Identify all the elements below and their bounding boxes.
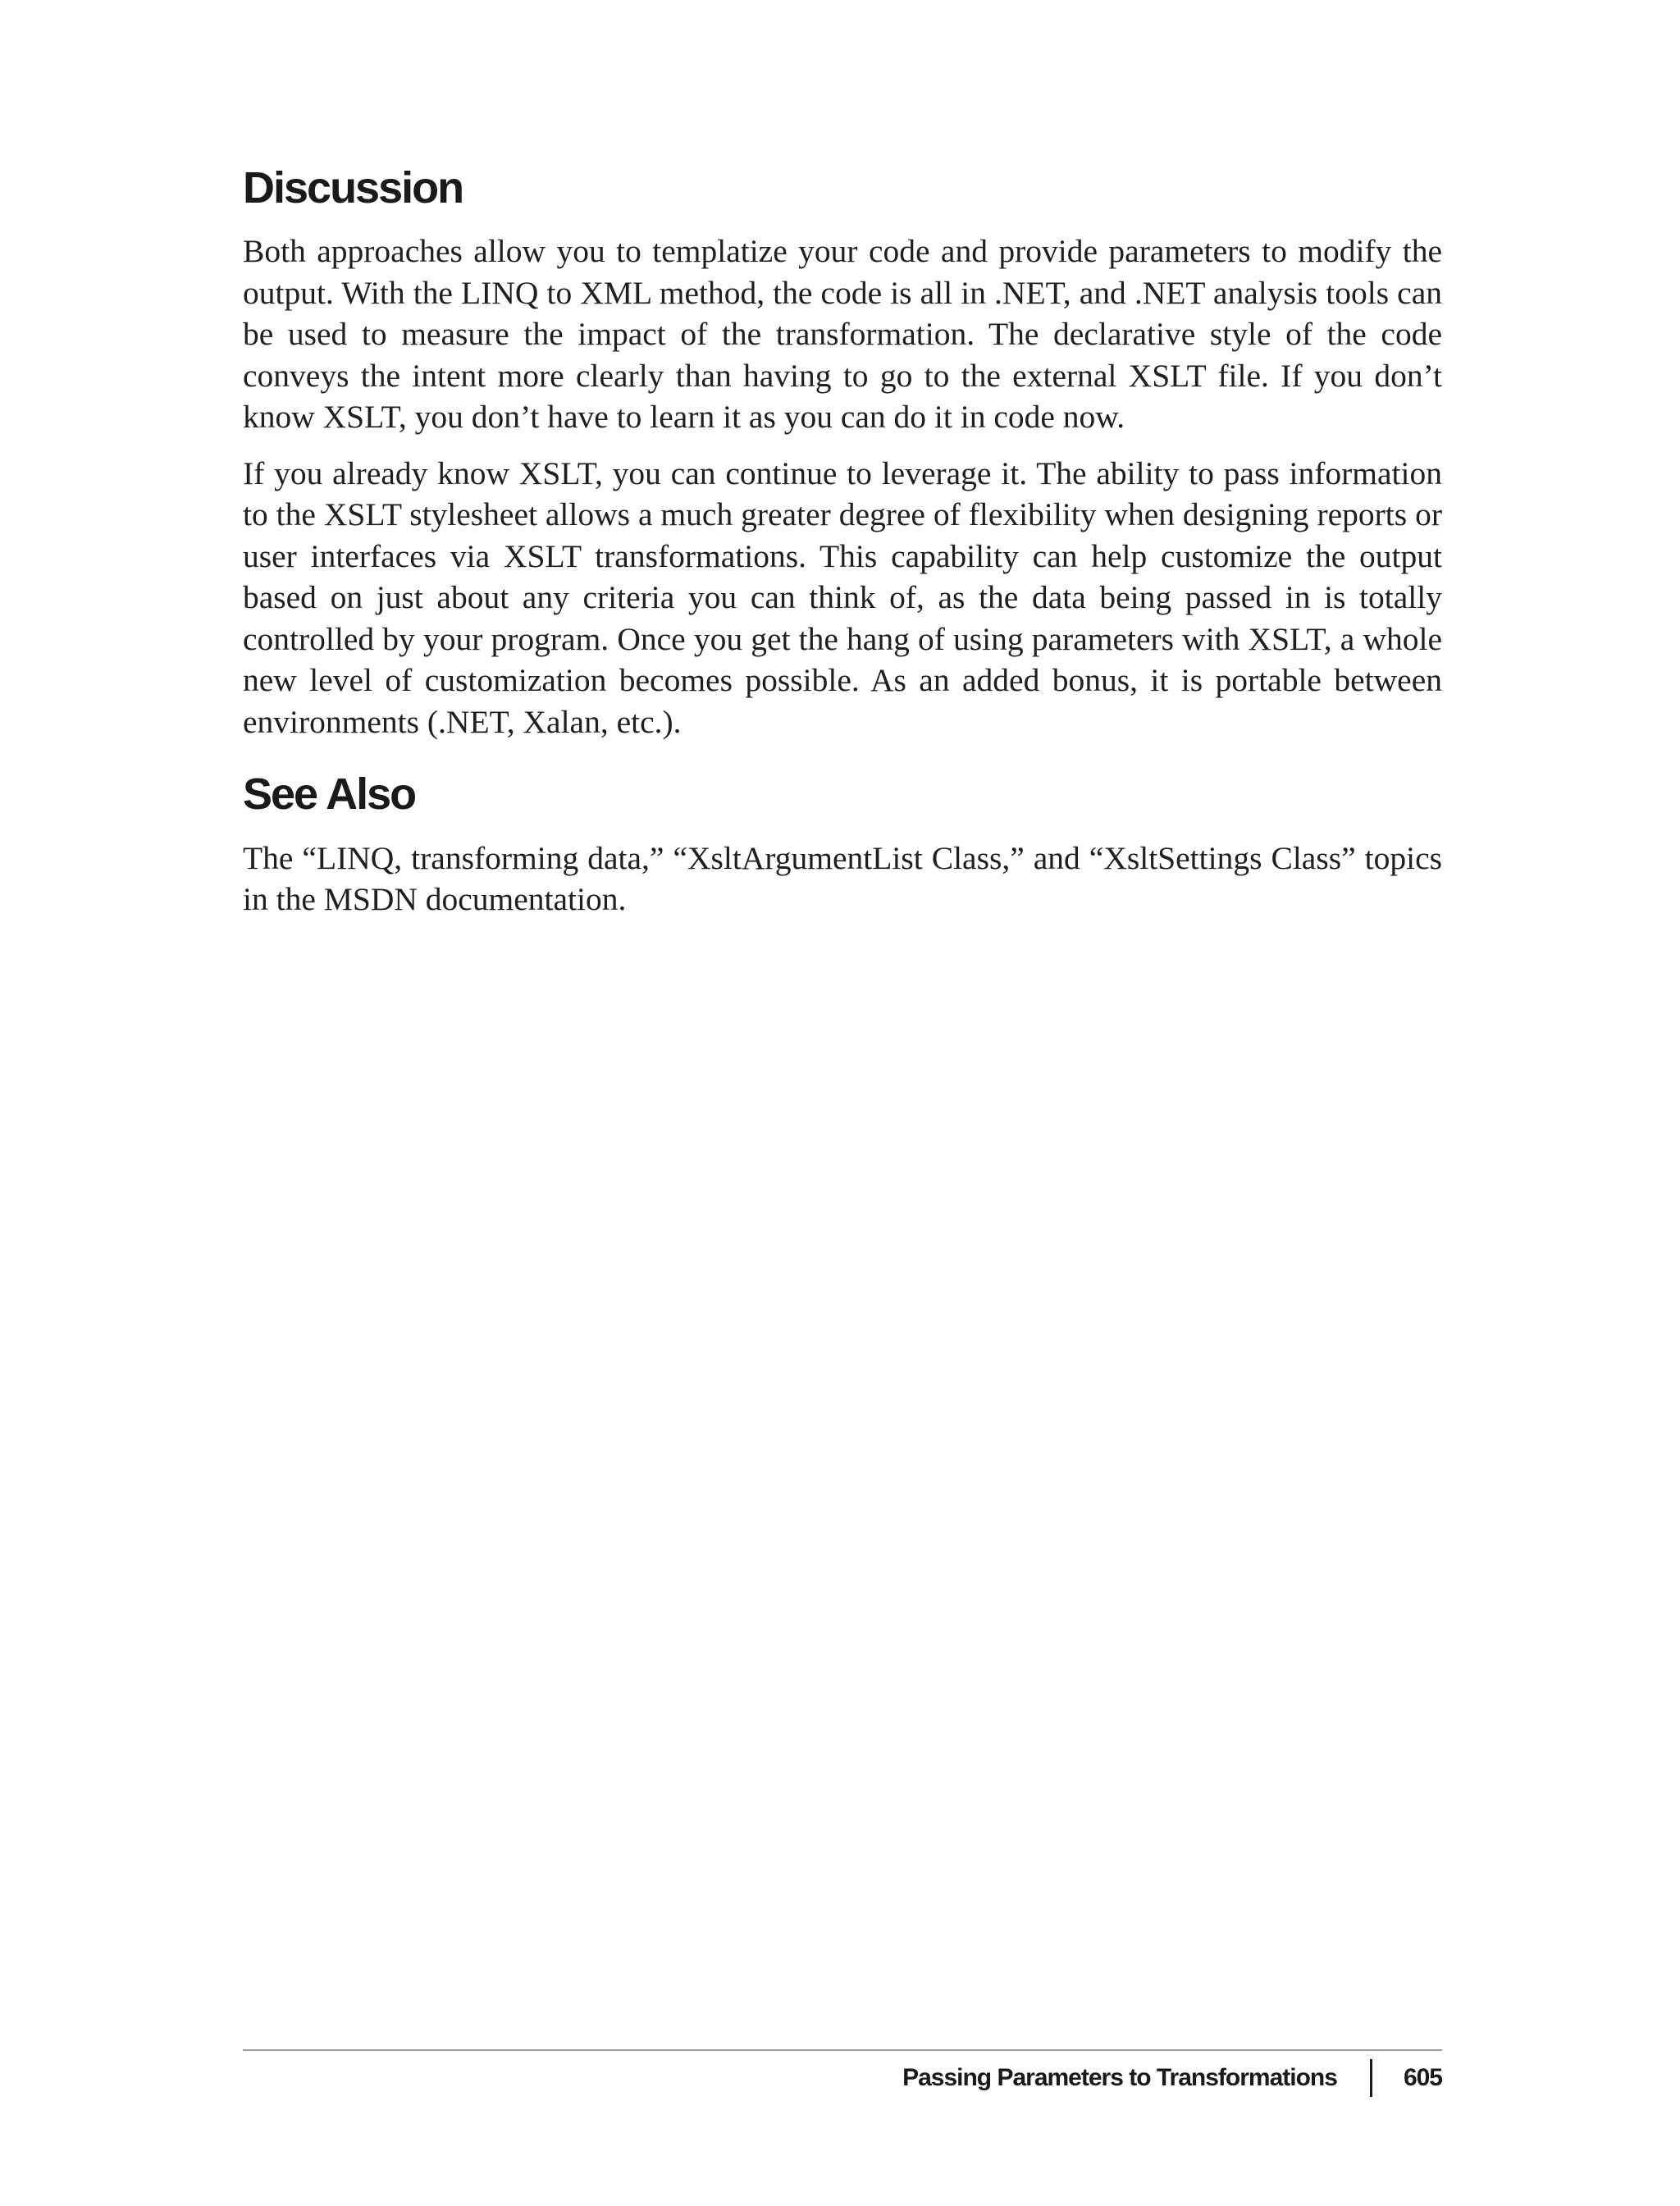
- section-spacer: [243, 757, 1442, 770]
- see-also-paragraph: The “LINQ, transforming data,” “XsltArgumentList Class,” and “XsltSettings Class” topics in the MSDN documentation.: [243, 839, 1442, 918]
- discussion-paragraph-2: If you already know XSLT, you can continue to leverage it. The ability to pass information to the XSLT stylesheet allows a much greater degree of flexibility when designing reports or user interfaces via XSLT transformations. This capability can help customize the output based on just about any criteria you can think of, as the data being passed in is totally controlled by your program. Once you get the hang of using parameters with XSLT, a whole new level of customization becomes possible. As an added bonus, it is portable between environments (.NET, Xalan, etc.).: [243, 454, 1442, 740]
- page-content: [243, 164, 1442, 935]
- see-also-heading: See Also: [243, 770, 416, 820]
- page-footer: [902, 2059, 1442, 2097]
- discussion-heading: Discussion: [243, 163, 463, 212]
- footer-separator: [1370, 2059, 1372, 2097]
- discussion-paragraph-1: Both approaches allow you to templatize your code and provide parameters to modify the output. With the LINQ to XML method, the code is all in .NET, and .NET analysis tools can be used to measure the impact of the transformation. The declarative style of the code conveys the intent more clearly than having to go to the external XSLT file. If you don’t know XSLT, you don’t have to learn it as you can do it in code now.: [243, 233, 1442, 436]
- footer-rule: [243, 2049, 1442, 2051]
- footer-page-number: 605: [1403, 2064, 1442, 2091]
- footer-section-title: Passing Parameters to Transformations: [902, 2064, 1337, 2091]
